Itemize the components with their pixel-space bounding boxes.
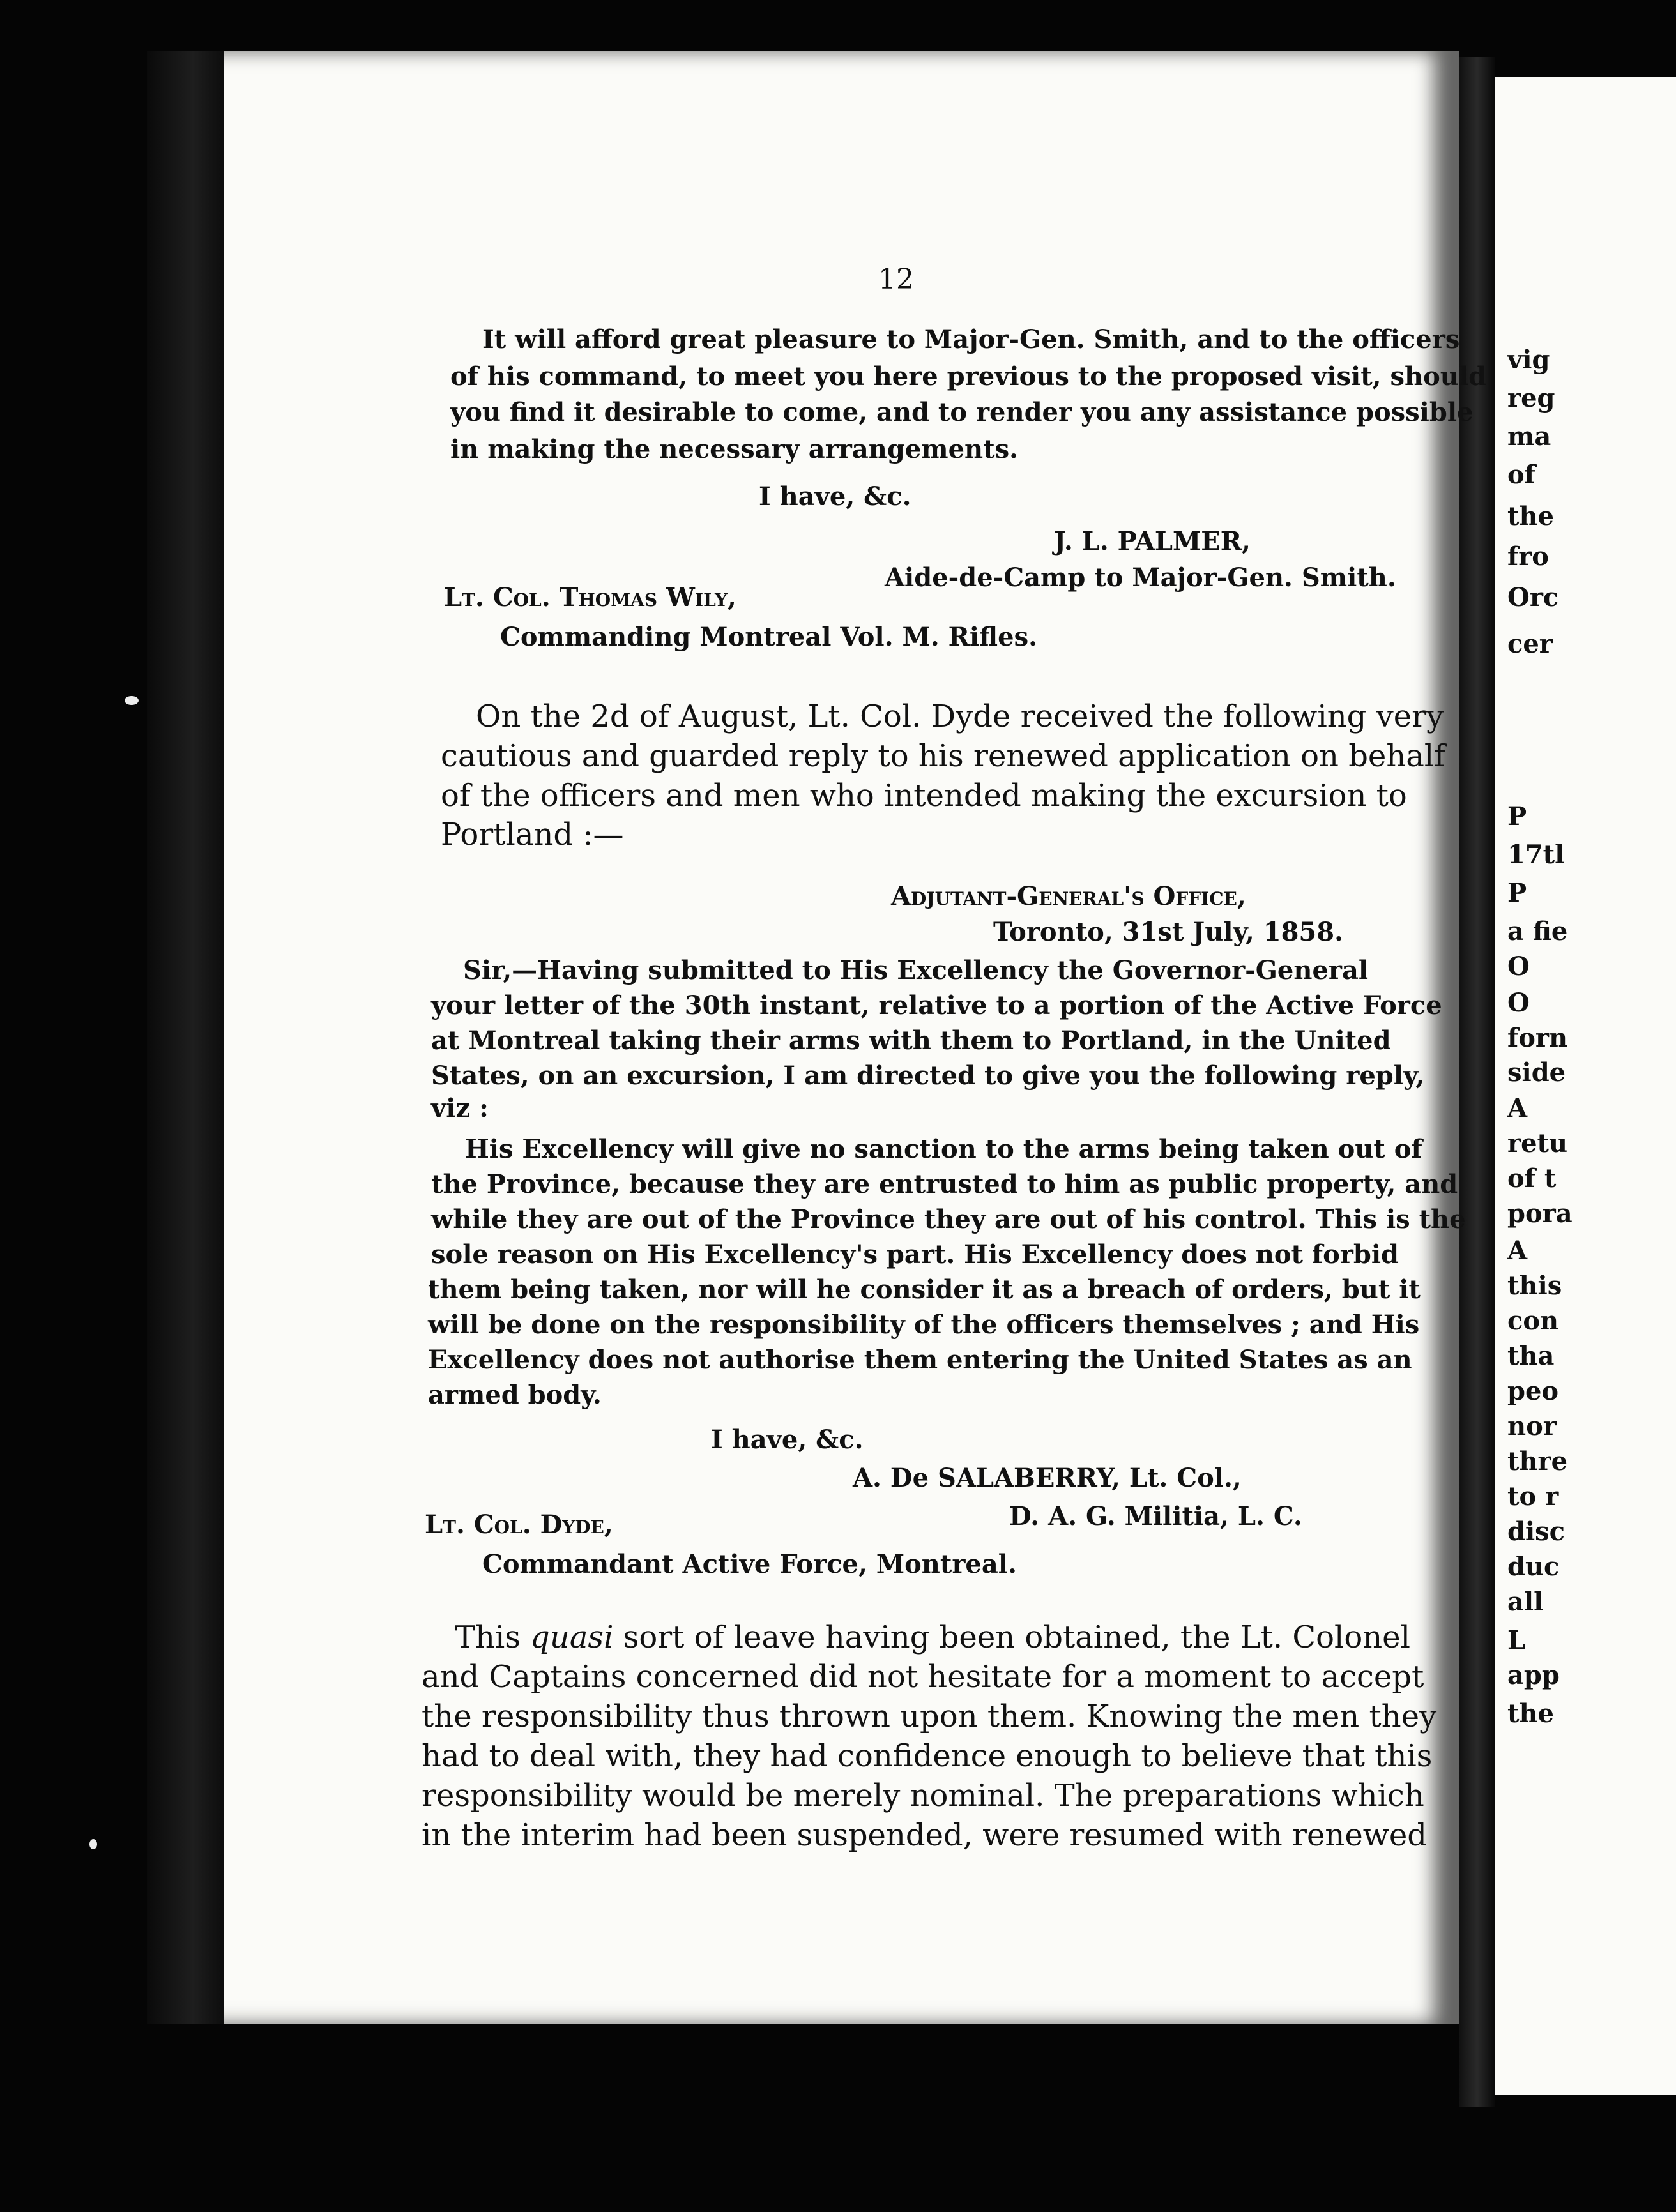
- addressee-title: Commanding Montreal Vol. M. Rifles.: [500, 622, 1038, 652]
- para2-line: On the 2d of August, Lt. Col. Dyde received the following very: [476, 699, 1444, 734]
- right-fragment: thre: [1507, 1446, 1568, 1476]
- letter-office: Adjutant-General's Office,: [891, 881, 1246, 911]
- para3-line: in the interim had been suspended, were resumed with renewed: [422, 1817, 1427, 1853]
- letter-line: the Province, because they are entrusted to him as public property, and: [431, 1169, 1458, 1199]
- right-fragment: L: [1507, 1625, 1526, 1655]
- para2-line: Portland :—: [441, 817, 624, 852]
- letter-line: sole reason on His Excellency's part. His Excellency does not forbid: [431, 1239, 1399, 1269]
- right-fragment: the: [1507, 1699, 1555, 1729]
- right-fragment: all: [1507, 1587, 1544, 1617]
- para3-pre: This: [455, 1619, 531, 1655]
- letter-line: armed body.: [428, 1380, 602, 1410]
- para3-line: [455, 1619, 1410, 1655]
- letter-line: at Montreal taking their arms with them to Portland, in the United: [431, 1026, 1391, 1056]
- right-fragment: cer: [1507, 629, 1553, 659]
- signer-title: Aide-de-Camp to Major-Gen. Smith.: [885, 563, 1396, 593]
- addressee-title: Commandant Active Force, Montreal.: [482, 1549, 1017, 1579]
- letter-line: States, on an excursion, I am directed to give you the following reply,: [431, 1061, 1425, 1091]
- para3-line: responsibility would be merely nominal. The preparations which: [422, 1778, 1424, 1814]
- right-fragment: peo: [1507, 1376, 1559, 1406]
- right-fragment: fro: [1507, 542, 1549, 572]
- signer-title: D. A. G. Militia, L. C.: [1009, 1501, 1302, 1531]
- para3-line: had to deal with, they had confidence enough to believe that this: [422, 1738, 1433, 1774]
- right-fragment: of: [1507, 460, 1535, 490]
- closing-i-have: I have, &c.: [759, 481, 911, 511]
- para1-line: of his command, to meet you here previous to the proposed visit, should: [450, 361, 1487, 391]
- right-fragment: Orc: [1507, 582, 1559, 612]
- signer-name: J. L. PALMER,: [1054, 526, 1251, 556]
- para1-line: in making the necessary arrangements.: [450, 434, 1019, 464]
- para1-line: It will afford great pleasure to Major-Gen. Smith, and to the officers: [482, 324, 1460, 354]
- right-fragment: O: [1507, 988, 1530, 1018]
- right-fragment: forn: [1507, 1023, 1568, 1053]
- scan-speck: [125, 696, 139, 705]
- addressee-name: Lt. Col. Thomas Wily,: [444, 582, 736, 612]
- letter-line: your letter of the 30th instant, relative to a portion of the Active Force: [431, 990, 1442, 1020]
- right-fragment: duc: [1507, 1552, 1560, 1582]
- right-fragment: 17tl: [1507, 840, 1565, 870]
- signer-name: A. De SALABERRY, Lt. Col.,: [853, 1463, 1242, 1493]
- right-fragment: tha: [1507, 1341, 1555, 1371]
- para3-line: and Captains concerned did not hesitate for a moment to accept: [422, 1659, 1424, 1695]
- para3-em: quasi: [530, 1619, 614, 1655]
- letter-line: Excellency does not authorise them entering the United States as an: [428, 1345, 1412, 1375]
- para2-line: cautious and guarded reply to his renewed application on behalf: [441, 738, 1445, 774]
- letter-place-date: Toronto, 31st July, 1858.: [993, 917, 1344, 947]
- right-fragment: disc: [1507, 1517, 1566, 1547]
- right-fragment: reg: [1507, 383, 1555, 413]
- para2-line: of the officers and men who intended making the excursion to: [441, 778, 1407, 814]
- right-fragment: this: [1507, 1271, 1562, 1301]
- right-fragment: A: [1507, 1093, 1528, 1123]
- right-fragment: ma: [1507, 421, 1551, 451]
- letter-line: His Excellency will give no sanction to the arms being taken out of: [465, 1134, 1422, 1164]
- letter-line: will be done on the responsibility of the officers themselves ; and His: [428, 1310, 1420, 1340]
- letter-line: viz :: [431, 1093, 489, 1123]
- right-fragment: vig: [1507, 345, 1550, 375]
- closing-i-have: I have, &c.: [711, 1425, 864, 1455]
- right-fragment: app: [1507, 1660, 1560, 1690]
- right-fragment: A: [1507, 1236, 1528, 1266]
- letter-line: Sir,—Having submitted to His Excellency the Governor-General: [463, 955, 1369, 985]
- right-fragment: the: [1507, 501, 1555, 531]
- para1-line: you find it desirable to come, and to render you any assistance possible: [450, 397, 1474, 427]
- scan-speck: [89, 1839, 97, 1849]
- right-fragment: P: [1507, 801, 1527, 831]
- right-fragment: pora: [1507, 1199, 1573, 1229]
- addressee-name: Lt. Col. Dyde,: [425, 1510, 613, 1540]
- right-fragment: nor: [1507, 1411, 1557, 1441]
- right-fragment: retu: [1507, 1128, 1568, 1158]
- letter-line: them being taken, nor will he consider it as a breach of orders, but it: [428, 1275, 1421, 1305]
- right-fragment: to r: [1507, 1481, 1559, 1511]
- right-fragment: O: [1507, 951, 1530, 981]
- para3-post: sort of leave having been obtained, the Lt. Colonel: [613, 1619, 1410, 1655]
- para3-line: the responsibility thus thrown upon them. Knowing the men they: [422, 1699, 1437, 1734]
- right-fragment: a fie: [1507, 916, 1568, 946]
- right-fragment: side: [1507, 1057, 1566, 1087]
- right-fragment: P: [1507, 878, 1527, 908]
- right-fragment: of t: [1507, 1163, 1557, 1193]
- letter-line: while they are out of the Province they are out of his control. This is the: [431, 1204, 1466, 1234]
- page-number: 12: [878, 263, 914, 296]
- right-fragment: con: [1507, 1306, 1559, 1336]
